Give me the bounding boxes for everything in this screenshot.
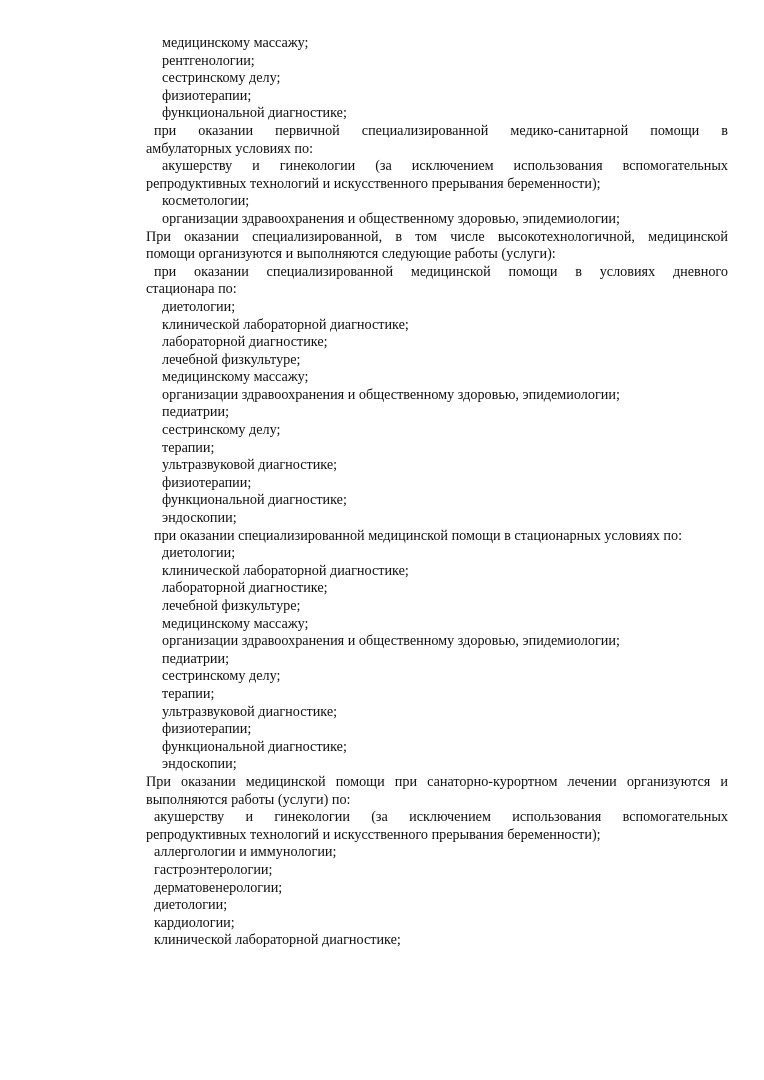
text-line: организации здравоохранения и общественному здоровью, эпидемиологии; (162, 386, 620, 403)
text-line: рентгенологии; (162, 52, 255, 69)
text-line: педиатрии; (162, 404, 230, 421)
text-line: эндоскопии; (162, 756, 237, 773)
text-line: стационара по: (146, 281, 237, 298)
text-line: эндоскопии; (162, 510, 237, 527)
text-line: репродуктивных технологий и искусственного прерывания беременности); (146, 826, 601, 843)
text-line: дерматовенерологии; (154, 879, 283, 896)
text-line: диетологии; (162, 298, 236, 315)
text-line: ультразвуковой диагностике; (162, 703, 338, 720)
text-line: выполняются работы (услуги) по: (146, 791, 351, 808)
text-line: медицинскому массажу; (162, 615, 309, 632)
text-line: функциональной диагностике; (162, 492, 347, 509)
text-line: гастроэнтерологии; (154, 861, 273, 878)
text-line: медицинскому массажу; (162, 369, 309, 386)
text-line: терапии; (162, 685, 215, 702)
text-line: функциональной диагностике; (162, 105, 347, 122)
text-line: клинической лабораторной диагностике; (162, 316, 409, 333)
text-line: лечебной физкультуре; (162, 351, 301, 368)
text-line: терапии; (162, 439, 215, 456)
text-line: акушерству и гинекологии (за исключением использования вспомогательных (154, 809, 728, 826)
text-line: лечебной физкультуре; (162, 598, 301, 614)
text-line: функциональной диагностике; (162, 738, 347, 755)
text-line: диетологии; (154, 897, 228, 914)
text-line: лабораторной диагностике; (162, 334, 328, 351)
text-line: педиатрии; (162, 650, 230, 667)
text-line: организации здравоохранения и общественному здоровью, эпидемиологии; (162, 210, 620, 227)
text-line: лабораторной диагностике; (162, 580, 328, 597)
text-line: при оказании первичной специализированной медико-санитарной помощи в (154, 122, 728, 139)
text-line: сестринскому делу; (162, 422, 281, 439)
text-line: кардиологии; (154, 914, 235, 931)
text-line: помощи организуются и выполняются следующие работы (услуги): (146, 246, 556, 263)
text-line: при оказании специализированной медицинской помощи в стационарных условиях по: (154, 527, 683, 544)
text-line: физиотерапии; (162, 87, 252, 104)
text-line: при оказании специализированной медицинской помощи в условиях дневного (154, 263, 728, 280)
document-body (146, 35, 728, 950)
text-line: амбулаторных условиях по: (146, 140, 314, 157)
text-line: физиотерапии; (162, 474, 252, 491)
text-line: физиотерапии; (162, 721, 252, 738)
text-line: сестринскому делу; (162, 668, 281, 685)
text-line: ультразвуковой диагностике; (162, 457, 338, 474)
text-line: клинической лабораторной диагностике; (162, 562, 409, 579)
text-line: При оказании специализированной, в том числе высокотехнологичной, медицинской (146, 228, 728, 245)
text-line: клинической лабораторной диагностике; (154, 932, 401, 949)
text-line: диетологии; (162, 545, 236, 562)
text-line: организации здравоохранения и общественному здоровью, эпидемиологии; (162, 633, 620, 650)
text-line: акушерству и гинекологии (за исключением использования вспомогательных (162, 158, 728, 175)
text-line: сестринскому делу; (162, 70, 281, 87)
text-line: При оказании медицинской помощи при санаторно-курортном лечении организуются и (146, 773, 728, 790)
text-line: репродуктивных технологий и искусственного прерывания беременности); (146, 175, 601, 192)
text-line: аллергологии и иммунологии; (154, 844, 337, 861)
text-line: медицинскому массажу; (162, 35, 309, 51)
text-line: косметологии; (162, 193, 250, 210)
